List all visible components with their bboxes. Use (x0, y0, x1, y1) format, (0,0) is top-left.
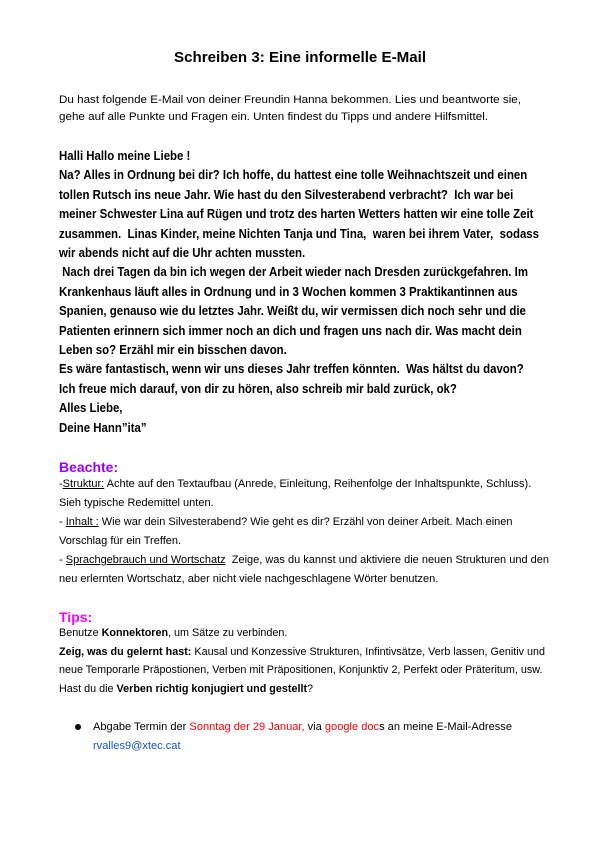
beachte-heading-block (59, 458, 118, 476)
beachte-struktur-continuation: Sieh typische Redemittel unten. (59, 497, 214, 509)
tips-heading: Tips: (59, 609, 93, 625)
konnektoren-bold: Konnektoren (101, 627, 169, 639)
instructions-line-1: Du hast folgende E-Mail von deiner Freundin Hanna bekommen. Lies und beantworte sie, (59, 94, 521, 106)
beachte-struktur-line (59, 475, 531, 494)
beachte-inhalt-line (59, 513, 512, 532)
sprachgebrauch-text: Zeige, was du kannst und aktiviere die neuen Strukturen und den (225, 554, 549, 566)
submission-date: Sonntag der 29 Januar, (189, 721, 305, 733)
email-closing: Alles Liebe, (59, 401, 123, 416)
struktur-label: Struktur: (62, 478, 105, 490)
tips-konnektoren-line (59, 624, 287, 643)
verben-before: Hast du die (59, 683, 117, 696)
page-title: Schreiben 3: Eine informelle E-Mail (173, 49, 426, 66)
tips-gelernt-line (59, 643, 545, 662)
email-signature: Deine Hann”ita” (59, 420, 147, 435)
email-line: Nach drei Tagen da bin ich wegen der Arbeit wieder nach Dresden zurückgefahren. Im (59, 265, 528, 280)
inhalt-label: Inhalt : (65, 516, 99, 528)
email-line: wir abends nicht auf die Uhr achten mussten. (59, 246, 306, 261)
email-line: zusammen. Linas Kinder, meine Nichten Tanja und Tina, waren bei ihrem Vater, sodass (59, 226, 539, 241)
sprachgebrauch-label: Sprachgebrauch und Wortschatz (65, 554, 226, 566)
submission-email-line (93, 737, 181, 756)
email-greeting: Halli Hallo meine Liebe ! (59, 149, 191, 163)
beachte-sprachgebrauch-continuation: neu erlernten Wortschatz, aber nicht viele nachgeschlagene Wörter benutzen. (59, 573, 439, 585)
beachte-heading: Beachte: (59, 459, 119, 475)
email-line: Es wäre fantastisch, wenn wir uns dieses Jahr treffen könnten. Was hältst du davon? (59, 362, 524, 377)
email-line: Krankenhaus läuft alles in Ordnung und in 3 Wochen kommen 3 Praktikantinnen aus (59, 284, 518, 299)
dash: - (59, 478, 63, 490)
email-line: tollen Rutsch ins neue Jahr. Wie hast du den Silvesterabend verbracht? Ich war bei (59, 187, 514, 202)
title-block (0, 47, 600, 69)
submission-text-1: Abgabe Termin der (93, 721, 190, 733)
email-line: Na? Alles in Ordnung bei dir? Ich hoffe, du hattest eine tolle Weihnachtszeit und einen (59, 168, 528, 183)
dash: - (59, 554, 66, 566)
submission-text-2: via (304, 721, 325, 733)
tips-gelernt-continuation: neue Temporarle Präpostionen, Verben mit Präpositionen, Konjunktiv 2, Perfekt oder Präteritum, usw. (59, 664, 543, 677)
email-line: Leben so? Erzähl mir ein bisschen davon. (59, 343, 287, 358)
dash: - (59, 516, 66, 528)
submission-line (93, 718, 512, 737)
instructions-line-2: gehe auf alle Punkte und Fragen ein. Unten findest du Tipps und andere Hilfsmittel. (59, 111, 489, 123)
beachte-list (59, 475, 551, 589)
verben-after: ? (307, 683, 314, 696)
email-line: Spanien, genauso wie du letztes Jahr. Weißt du, wir vermissen dich noch sehr und die (59, 304, 526, 319)
submission-item (93, 718, 513, 756)
verben-bold: Verben richtig konjugiert und gestellt (116, 683, 308, 696)
konnektoren-before: Benutze (59, 627, 102, 639)
beachte-sprachgebrauch-line (59, 551, 549, 570)
email-line: Patienten erinnern sich immer noch an dich und fragen uns nach dir. Was macht dein (59, 323, 522, 338)
instructions-paragraph (59, 92, 521, 126)
tips-verben-line (59, 680, 313, 699)
email-line: Ich freue mich darauf, von dir zu hören, also schreib mir bald zurück, ok? (59, 381, 457, 396)
email-line: meiner Schwester Lina auf Rügen und trotz des harten Wetters hatten wir eine tolle Zeit (59, 207, 534, 222)
konnektoren-after: , um Sätze zu verbinden. (168, 627, 288, 639)
inhalt-text: Wie war dein Silvesterabend? Wie geht es dir? Erzähl von deiner Arbeit. Mach einen (98, 516, 513, 528)
gelernt-bold: Zeig, was du gelernt hast: (59, 645, 192, 658)
email-address-link[interactable]: rvalles9@xtec.cat (93, 740, 181, 752)
gelernt-after: Kausal und Konzessive Strukturen, Infintivsätze, Verb lassen, Genitiv und (191, 645, 546, 658)
bullet-icon (75, 724, 81, 730)
tips-list (59, 624, 547, 699)
submission-platform: google doc (324, 721, 380, 733)
struktur-text: Achte auf den Textaufbau (Anrede, Einleitung, Reihenfolge der Inhaltspunkte, Schluss). (104, 478, 532, 490)
beachte-inhalt-continuation: Vorschlag für ein Treffen. (59, 535, 182, 547)
email-letter (59, 147, 541, 438)
submission-text-3: s an meine E-Mail-Adresse (379, 721, 512, 733)
